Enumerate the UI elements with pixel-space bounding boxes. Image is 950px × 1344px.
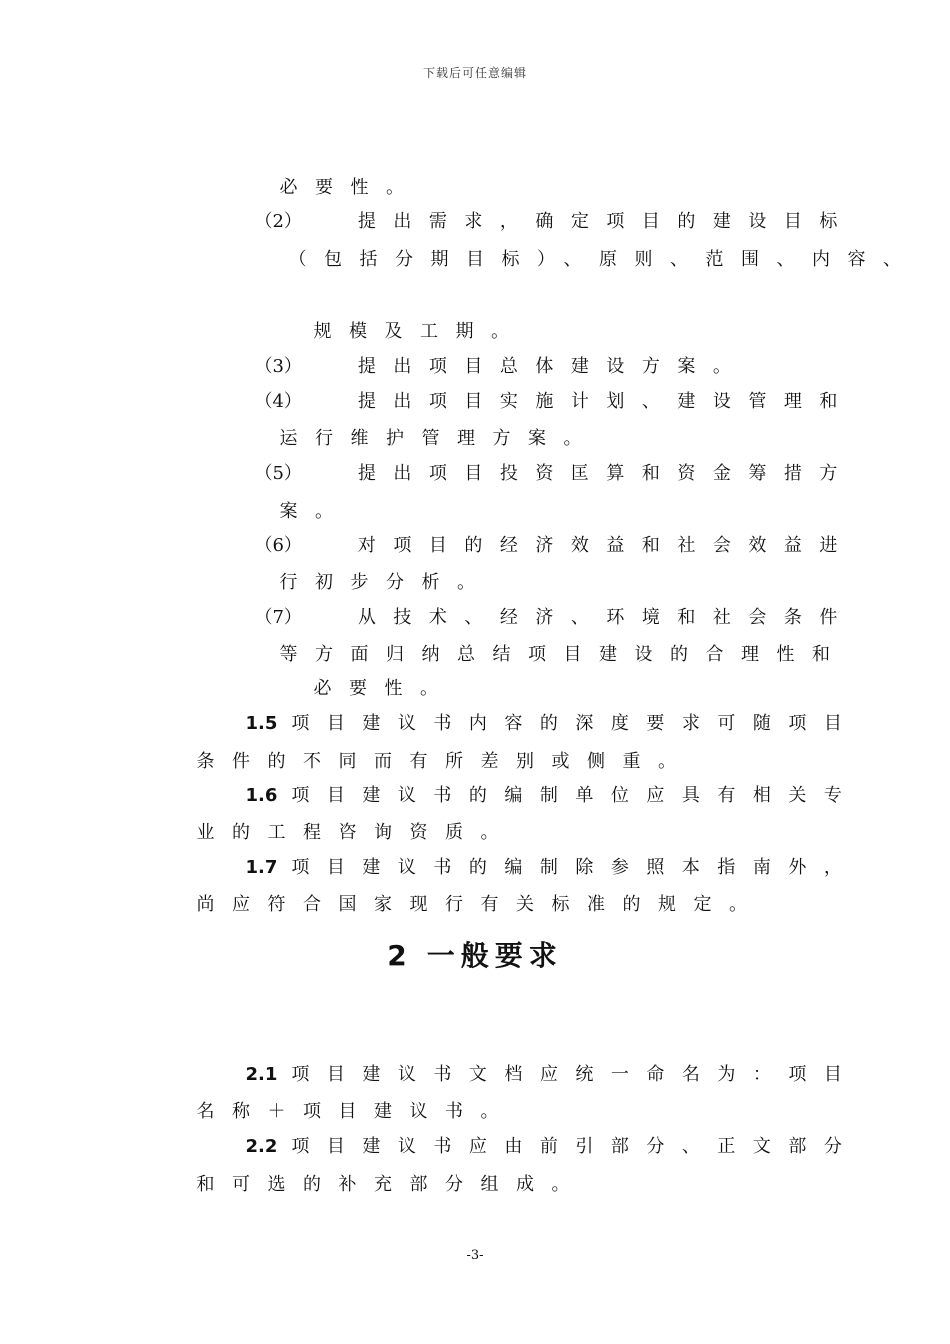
clause-1-7: 1.7 项目建议书的编制除参照本指南外， <box>245 857 860 878</box>
list-item-5: （5） 提出项目投资匡算和资金筹措方 <box>254 463 855 484</box>
body-line: 名称＋项目建议书。 <box>196 1101 516 1122</box>
body-line: 行初步分析。 <box>279 572 493 593</box>
body-line: 条件的不同而有所差别或侧重。 <box>196 751 694 772</box>
page-header: 下载后可任意编辑 <box>422 66 527 80</box>
body-line: 等方面归纳总结项目建设的合理性和 <box>279 644 848 665</box>
list-item-2: （2） 提出需求，确定项目的建设目标 <box>254 211 855 232</box>
clause-1-5: 1.5 项目建议书内容的深度要求可随项目 <box>245 713 860 734</box>
clause-1-6: 1.6 项目建议书的编制单位应具有相关专 <box>245 785 860 806</box>
body-line: 运行维护管理方案。 <box>279 428 599 449</box>
list-item-3: （3） 提出项目总体建设方案。 <box>254 356 749 377</box>
clause-2-1: 2.1 项目建议书文档应统一命名为：项目 <box>245 1064 860 1085</box>
body-line: 必要性。 <box>313 678 456 699</box>
list-item-4: （4） 提出项目实施计划、建设管理和 <box>254 391 855 412</box>
list-item-7: （7） 从技术、经济、环境和社会条件 <box>254 607 855 628</box>
section-heading: 2 一般要求 <box>387 939 563 972</box>
body-line: （包括分期目标）、原则、范围、内容、 <box>288 249 919 270</box>
body-line: 规模及工期。 <box>313 321 527 342</box>
page-number: -3- <box>466 1248 484 1263</box>
body-line: 尚应符合国家现行有关标准的规定。 <box>196 894 765 915</box>
body-line: 案。 <box>279 501 351 522</box>
body-line: 必要性。 <box>279 177 422 198</box>
clause-2-2: 2.2 项目建议书应由前引部分、正文部分 <box>245 1136 860 1157</box>
body-line: 业的工程咨询资质。 <box>196 822 516 843</box>
list-item-6: （6） 对项目的经济效益和社会效益进 <box>254 535 855 556</box>
body-line: 和可选的补充部分组成。 <box>196 1174 587 1195</box>
